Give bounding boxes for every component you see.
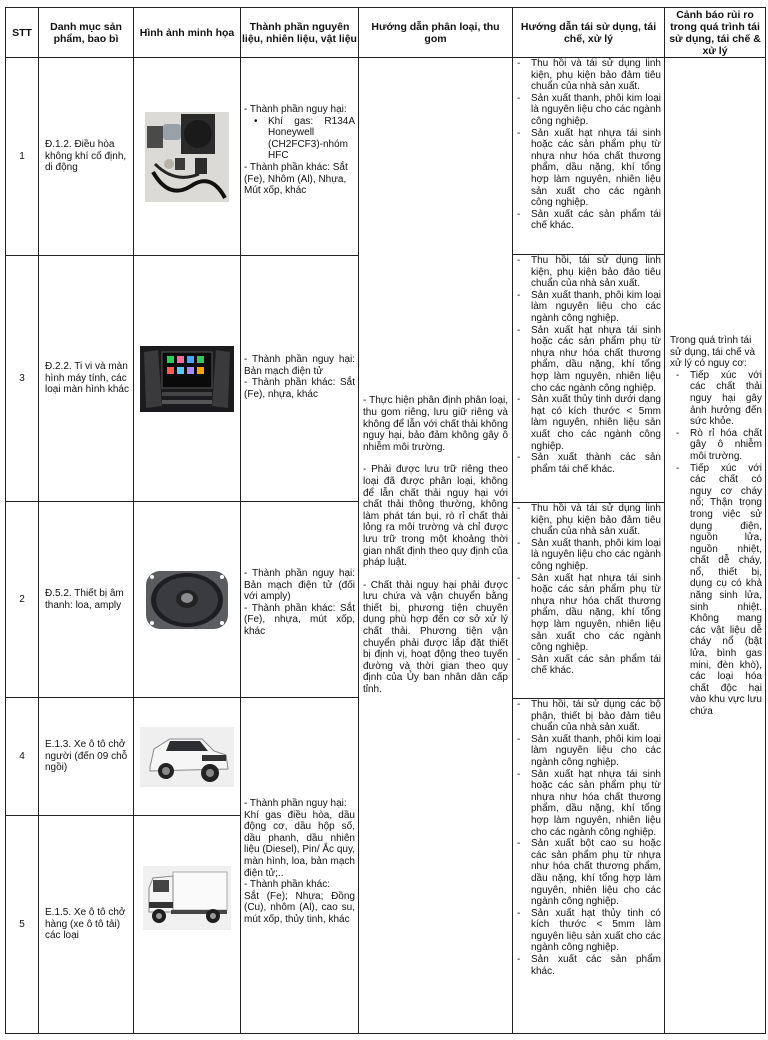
other-components: Sắt (Fe); Nhựa; Đồng (Cu), nhôm (Al), cao su, mút xốp, thủy tinh, khác — [244, 890, 355, 925]
row-5-category: E.1.5. Xe ô tô chở hàng (xe ô tô tải) các loại — [38, 815, 134, 1034]
box-truck-photo-icon — [143, 866, 231, 930]
collection-guide-paragraph: - Chất thải nguy hại phải được lưu chứa và vận chuyển bằng thiết bị, phương tiện chuyên dụng phù hợp đến cơ sở xử lý chất thải. Phương tiện vận chuyển phải được lắp đặt thiết bị định vị, hoạt động theo tuyến đường và thời gian theo quy định của Ủy ban nhân dân cấp tỉnh. — [363, 579, 508, 696]
hazard-label: - Thành phần nguy hại: — [244, 798, 347, 809]
row-2-category: Đ.5.2. Thiết bị âm thanh: loa, amply — [38, 501, 134, 698]
reuse-item: - Sản xuất thanh, phôi kim loại làm nguyên liệu cho các ngành công nghiệp. — [531, 290, 661, 325]
row-1-stt: 1 — [5, 57, 39, 256]
header-risk-warning: Cảnh báo rủi ro trong quá trình tái sử dụng, tái chế & xử lý — [664, 7, 766, 58]
reuse-item: - Sản xuất các sản phẩm khác. — [531, 954, 661, 977]
reuse-item: - Thu hồi và tái sử dụng linh kiện, phụ kiện bảo đảm tiêu chuẩn của nhà sản xuất. — [531, 503, 661, 538]
hazard-label: - Thành phần nguy hại: — [244, 104, 347, 115]
row-1-category: Đ.1.2. Điều hòa không khí cố định, di động — [38, 57, 134, 256]
speaker-photo-icon — [144, 569, 230, 631]
hazard-label: - Thành phần nguy hại: Bản mạch điện tử (đối với amply) — [244, 568, 355, 603]
reuse-item: - Sản xuất thanh, phôi kim loại là nguyên liệu cho các ngành công nghiệp. — [531, 538, 661, 573]
row-1-reuse — [512, 57, 665, 255]
reuse-item: - Thu hồi và tái sử dụng linh kiện, phụ kiện bảo đảm tiêu chuẩn của nhà sản xuất. — [531, 58, 661, 93]
car-infotainment-screen-photo-icon — [140, 346, 234, 412]
reuse-item: - Sản xuất thành các sản phẩm tái chế khác. — [531, 452, 661, 475]
row-3-composition — [240, 255, 359, 502]
reuse-item: - Sản xuất thanh, phôi kim loại là nguyên liệu cho các ngành công nghiệp. — [531, 93, 661, 128]
reuse-item: - Sản xuất các sản phẩm tái chế khác. — [531, 654, 661, 677]
collection-guide — [358, 57, 513, 1034]
header-stt: STT — [5, 7, 39, 58]
header-category: Danh mục sản phẩm, bao bì — [38, 7, 134, 58]
hazard-text: Khí gas điều hòa, dầu động cơ, dầu hộp số, dầu phanh, dầu nhiên liệu (Diesel), Pin/ Ắc quy, màn hình, loa, bản mạch điện tử;.. — [244, 809, 355, 879]
collection-guide-paragraph: - Thực hiện phân định phân loại, thu gom riêng, lưu giữ riêng và không để lẫn với chất thải không nguy hại, bảo đảm không gây ô nhiễm môi trường. — [363, 395, 508, 453]
air-conditioner-parts-photo-icon — [145, 112, 229, 202]
row-2-image-cell — [133, 501, 241, 698]
row-4-category: E.1.3. Xe ô tô chở người (đến 09 chỗ ngồi) — [38, 697, 134, 816]
row-4-stt: 4 — [5, 697, 39, 816]
reuse-item: - Sản xuất hạt nhựa tái sinh hoặc các sản phẩm phụ từ nhựa như hóa chất thương phẩm, dầu nặng, khí tổng hợp làm nguyên, nhiên liệu sản xuất cho các ngành công nghiệp. — [531, 573, 661, 654]
row-4-image-cell — [133, 697, 241, 816]
other-components: - Thành phần khác: Sắt (Fe), nhựa, mút xốp, khác — [244, 602, 355, 637]
header-composition: Thành phần nguyên liệu, nhiên liệu, vật liệu — [240, 7, 359, 58]
row-3-reuse — [512, 254, 665, 503]
reuse-item: - Sản xuất hạt nhựa tái sinh hoặc các sản phẩm phụ từ nhựa như hóa chất thương phẩm, dầu nặng, khí tổng hợp làm nguyên, nhiên liệu sản xuất cho các ngành công nghiệp. — [531, 128, 661, 209]
reuse-item: - Thu hồi, tái sử dụng các bộ phận, thiết bị bảo đảm tiêu chuẩn của nhà sản xuất. — [531, 699, 661, 734]
reuse-item: - Thu hồi, tái sử dụng linh kiện, phụ kiện bảo đảo tiêu chuẩn của nhà sản xuất. — [531, 255, 661, 290]
collection-guide-paragraph: - Phải được lưu trữ riêng theo loại đã được phân loại, không để lẫn chất thải nguy hại với chất thải thông thường, không làm phát tán bụi, rò rỉ chất thải lỏng ra môi trường và chỉ được lưu trữ trong một khoảng thời gian nhất định theo quy định của pháp luật. — [363, 464, 508, 569]
row-2-composition — [240, 501, 359, 698]
header-collection-guide: Hướng dẫn phân loại, thu gom — [358, 7, 513, 58]
row-5-stt: 5 — [5, 815, 39, 1034]
other-components: - Thành phần khác: Sắt (Fe), Nhôm (Al), Nhựa, Mút xốp, khác — [244, 161, 348, 197]
hazard-label: - Thành phần nguy hại: Bản mạch điện tử — [244, 354, 355, 377]
other-components: - Thành phần khác: Sắt (Fe), nhựa, khác — [244, 377, 355, 400]
row-1-composition — [240, 57, 359, 256]
row-2-stt: 2 — [5, 501, 39, 698]
risk-item: - Tiếp xúc với các chất thải nguy hại gây ảnh hưởng đến sức khỏe. — [690, 370, 762, 428]
hazard-item: • Khí gas: R134A Honeywell (CH2FCF3)-nhóm HFC — [268, 116, 355, 162]
risk-warning — [664, 57, 766, 1034]
header-image: Hình ảnh minh họa — [133, 7, 241, 58]
row-1-image-cell — [133, 57, 241, 256]
reuse-item: - Sản xuất hạt nhựa tái sinh hoặc các sản phẩm phụ từ nhựa như hóa chất thương phẩm, dầu nặng, khí tổng hợp làm nguyên, nhiên liệu cho các ngành công nghiệp. — [531, 769, 661, 839]
row-5-image-cell — [133, 815, 241, 1034]
header-reuse-guide: Hướng dẫn tái sử dụng, tái chế, xử lý — [512, 7, 665, 58]
reuse-item: - Sản xuất các sản phẩm tái chế khác. — [531, 209, 661, 232]
vehicles-composition — [240, 697, 359, 1034]
reuse-item: - Sản xuất hạt nhựa tái sinh hoặc các sản phẩm phụ từ nhựa như hóa chất thương phẩm, dầu nặng, khí tổng hợp làm nguyên, nhiên liệu cho các ngành công nghiệp. — [531, 325, 661, 395]
risk-item: - Tiếp xúc với các chất có nguy cơ cháy nổ; Thận trọng trong việc sử dụng điện, nguồn lửa, nguồn nhiệt, chất dễ cháy, nổ, thiết bị, dụng cụ có khả năng sinh lửa, sinh nhiệt. Không mang các vật liệu dễ cháy nổ (bật lửa, bình gas mini, đèn khò), các loại hóa chất độc hại vào khu vực lưu chứa — [690, 463, 762, 718]
reuse-item: - Sản xuất thủy tinh dưới dạng hạt có kích thước < 5mm làm nguyên, nhiên liệu sản xuất cho các ngành công nghiệp. — [531, 394, 661, 452]
risk-item: - Rò rỉ hóa chất gây ô nhiễm môi trường. — [690, 428, 762, 463]
risk-intro: Trong quá trình tái sử dụng, tái chế và xử lý có nguy cơ: — [670, 335, 756, 370]
vehicles-reuse — [512, 698, 665, 1034]
reuse-item: - Sản xuất thanh, phôi kim loại làm nguyên liệu cho các ngành công nghiệp. — [531, 734, 661, 769]
reuse-item: - Sản xuất hạt thủy tinh có kích thước < 5mm làm nguyên liệu sản xuất cho các ngành công nghiệp. — [531, 908, 661, 954]
other-label: - Thành phần khác: — [244, 879, 330, 891]
row-3-stt: 3 — [5, 255, 39, 502]
row-2-reuse — [512, 502, 665, 699]
suv-car-photo-icon — [140, 727, 234, 787]
row-3-category: Đ.2.2. Ti vi và màn hình máy tính, các loại màn hình khác — [38, 255, 134, 502]
row-3-image-cell — [133, 255, 241, 502]
reuse-item: - Sản xuất bột cao su hoặc các sản phẩm phụ từ nhựa như hóa chất thương phẩm, dầu nặng, khí tổng hợp làm nguyên, nhiên liệu cho các ngành công nghiệp. — [531, 838, 661, 908]
